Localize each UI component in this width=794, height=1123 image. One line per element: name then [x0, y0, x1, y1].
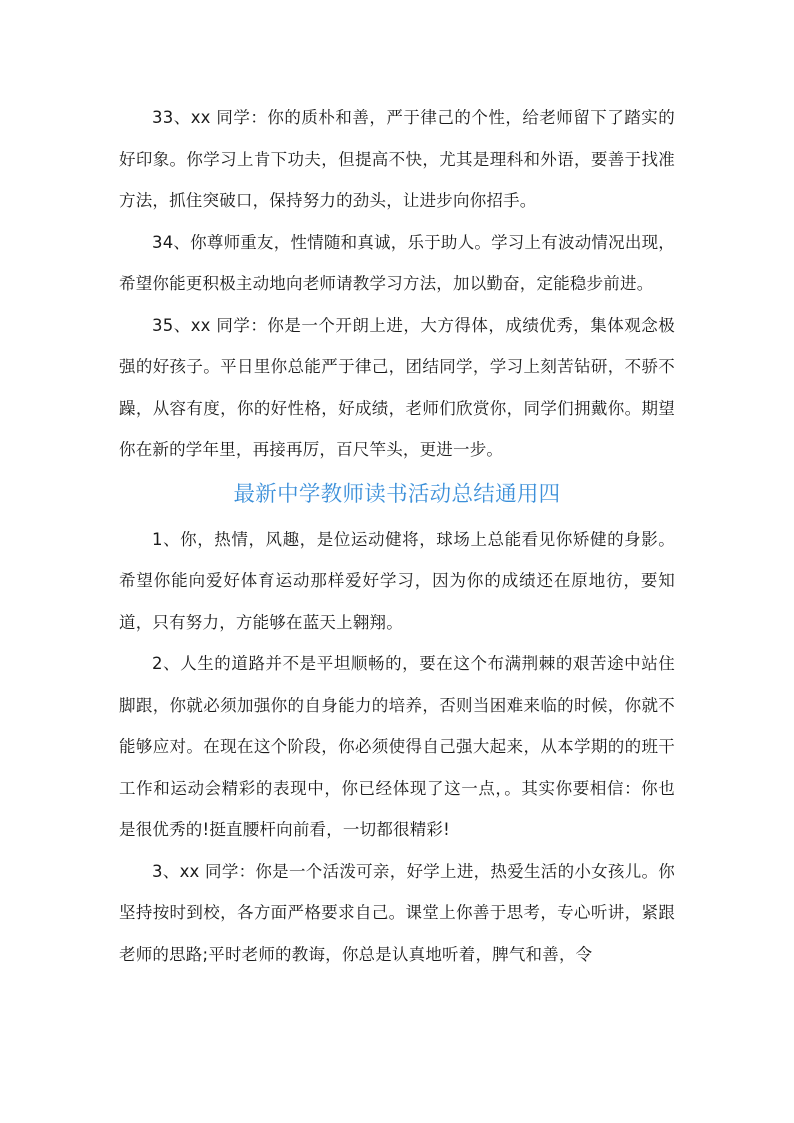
- comment-paragraph-3: 3、xx 同学：你是一个活泼可亲，好学上进，热爱生活的小女孩儿。你坚持按时到校，各方面严格要求自己。课堂上你善于思考，专心听讲，紧跟老师的思路;平时老师的教诲，你总是认真地听着，脾气和善，令: [119, 861, 675, 964]
- comment-paragraph-33: 33、xx 同学：你的质朴和善，严于律己的个性，给老师留下了踏实的好印象。你学习上肯下功夫，但提高不快，尤其是理科和外语，要善于找准方法，抓住突破口，保持努力的劲头，让进步向你招手。: [119, 108, 675, 210]
- comment-paragraph-2: 2、人生的道路并不是平坦顺畅的，要在这个布满荆棘的艰苦途中站住脚跟，你就必须加强你的自身能力的培养，否则当困难来临的时候，你就不能够应对。在现在这个阶段，你必须使得自己强大起来，从本学期的的班干工作和运动会精彩的表现中，你已经体现了这一点，。其实你要相信：你也是很优秀的!挺直腰杆向前看，一切都很精彩!: [119, 654, 675, 839]
- comment-paragraph-35: 35、xx 同学：你是一个开朗上进，大方得体，成绩优秀，集体观念极强的好孩子。平日里你总能严于律己，团结同学，学习上刻苦钻研，不骄不躁，从容有度，你的好性格，好成绩，老师们欣赏你，同学们拥戴你。期望你在新的学年里，再接再厉，百尺竿头，更进一步。: [119, 315, 675, 459]
- section-title: 最新中学教师读书活动总结通用四: [233, 481, 561, 507]
- document-body: [119, 97, 675, 975]
- comment-paragraph-1: 1、你，热情，风趣，是位运动健将，球场上总能看见你矫健的身影。希望你能向爱好体育运动那样爱好学习，因为你的成绩还在原地彷，要知道，只有努力，方能够在蓝天上翱翔。: [119, 529, 675, 632]
- comment-paragraph-34: 34、你尊师重友，性情随和真诚，乐于助人。学习上有波动情况出现，希望你能更积极主动地向老师请教学习方法，加以勤奋，定能稳步前进。: [119, 232, 675, 293]
